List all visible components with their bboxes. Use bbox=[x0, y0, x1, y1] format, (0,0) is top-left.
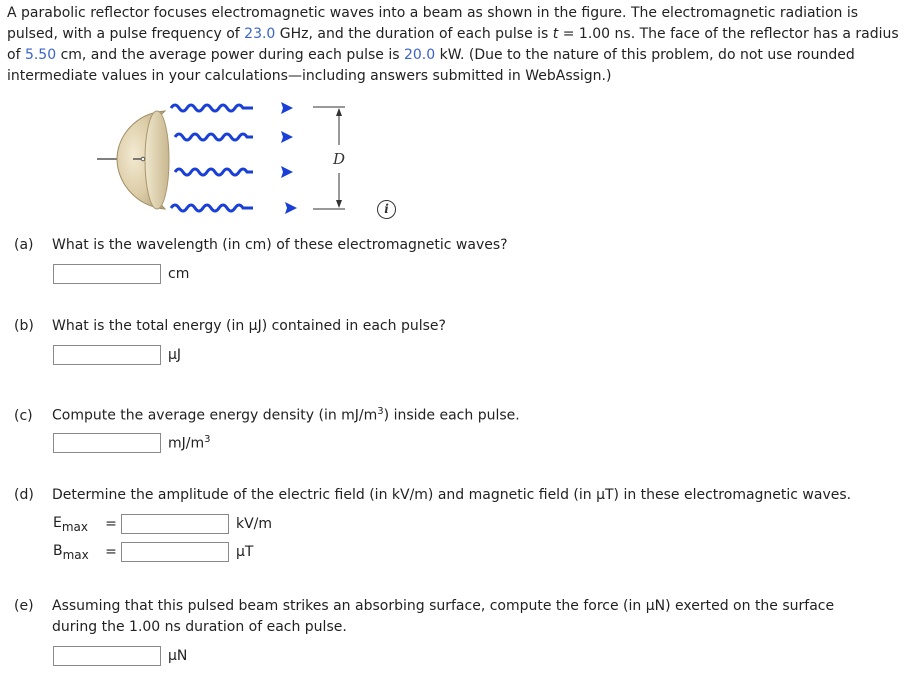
wave-1 bbox=[171, 105, 253, 111]
energy-input[interactable] bbox=[53, 345, 161, 365]
info-icon[interactable]: i bbox=[377, 200, 396, 219]
pulse-duration-variable: t bbox=[552, 26, 559, 42]
wave-2 bbox=[175, 134, 253, 140]
dimension-label: D bbox=[333, 150, 346, 168]
energy-density-input[interactable] bbox=[53, 433, 161, 453]
reflector-figure bbox=[95, 97, 415, 222]
unit-cm: cm bbox=[168, 266, 190, 282]
given-power: 20.0 bbox=[403, 47, 436, 63]
given-frequency: 23.0 bbox=[244, 26, 276, 42]
question-a: (a) What is the wavelength (in cm) of these electromagnetic waves? bbox=[14, 237, 508, 253]
answer-c bbox=[53, 432, 211, 454]
answer-e bbox=[53, 645, 187, 667]
problem-statement: A parabolic reflector focuses electromagnetic waves into a beam as shown in the figure. The electromagnetic radiation is pulsed, with a pulse frequency of 23.0 GHz, and the duration of each pulse is t = 1.00 ns. The face of the reflector has a radius of 5.50 cm, and the average power during each pulse is 20.0 kW. (Due to the nature of this problem, do not use rounded intermediate values in your calculations—including answers submitted in WebAssign.) bbox=[7, 5, 899, 84]
unit-un: µN bbox=[168, 648, 188, 664]
wave-3 bbox=[175, 169, 253, 175]
question-e: (e) Assuming that this pulsed beam strikes an absorbing surface, compute the force (in µN) exerted on the surface during the 1.00 ns duration of each pulse. bbox=[14, 598, 835, 635]
question-c: (c) Compute the average energy density (in $mJ/m^3$) inside each pulse. bbox=[14, 406, 520, 424]
unit-ut: µT bbox=[236, 544, 254, 560]
wave-4-arrow bbox=[285, 202, 297, 214]
bmax-input[interactable] bbox=[121, 542, 229, 562]
reflector-rim bbox=[145, 111, 169, 209]
answer-a bbox=[53, 263, 189, 285]
emax-input[interactable] bbox=[121, 514, 229, 534]
parabolic-reflector-diagram bbox=[95, 97, 415, 222]
answer-d-bmax: $B_{max}$ = µT bbox=[53, 542, 254, 562]
wave-1-arrow bbox=[281, 102, 293, 114]
wave-4 bbox=[171, 205, 253, 211]
question-b: (b) What is the total energy (in µJ) contained in each pulse? bbox=[14, 318, 446, 334]
bmax-label: $B_{max}$ bbox=[53, 542, 89, 562]
unit-kv-m: kV/m bbox=[236, 516, 273, 532]
answer-b bbox=[53, 344, 181, 366]
given-radius: 5.50 bbox=[24, 47, 57, 63]
answer-d-emax: $E_{max}$ = kV/m bbox=[53, 514, 273, 534]
unit-mj-m3: $mJ/m^3$ bbox=[168, 434, 211, 452]
question-d: (d) Determine the amplitude of the electric field (in kV/m) and magnetic field (in µT) in these electromagnetic waves. bbox=[14, 487, 852, 503]
wave-3-arrow bbox=[281, 166, 293, 178]
unit-uj: µJ bbox=[168, 347, 182, 363]
wavelength-input[interactable] bbox=[53, 264, 161, 284]
force-input[interactable] bbox=[53, 646, 161, 666]
wave-2-arrow bbox=[281, 131, 293, 143]
emax-label: $E_{max}$ bbox=[53, 514, 89, 534]
